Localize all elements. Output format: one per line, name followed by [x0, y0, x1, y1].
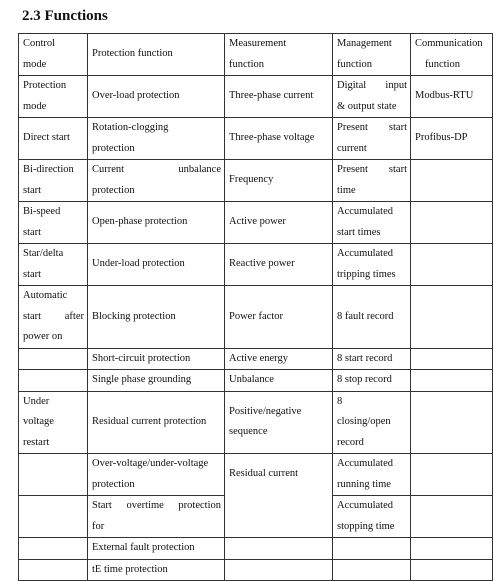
table-row [19, 348, 493, 370]
measurement-cell: Three-phase current [225, 76, 333, 118]
protection-cell: Under-load protection [88, 244, 225, 286]
management-cell: Present start current [333, 118, 411, 160]
control-mode-cell [19, 348, 88, 370]
communication-cell [411, 286, 493, 349]
measurement-cell: Positive/negative sequence [225, 391, 333, 454]
management-cell: 8 fault record [333, 286, 411, 349]
management-cell: Digital input & output state [333, 76, 411, 118]
table-row [19, 160, 493, 202]
management-cell: Present start time [333, 160, 411, 202]
section-title: 2.3 Functions [22, 8, 108, 24]
functions-table [18, 33, 493, 581]
table-row [19, 244, 493, 286]
management-cell: Accumulated start times [333, 202, 411, 244]
management-cell [333, 559, 411, 581]
header-control-mode: Control mode [19, 34, 88, 76]
management-cell: 8 start record [333, 348, 411, 370]
control-mode-cell: Under voltage restart [19, 391, 88, 454]
control-mode-cell [19, 538, 88, 560]
communication-cell [411, 496, 493, 538]
measurement-cell: Power factor [225, 286, 333, 349]
communication-cell [411, 391, 493, 454]
control-mode-cell: Automatic start after power on [19, 286, 88, 349]
table-row [19, 118, 493, 160]
table-row [19, 391, 493, 454]
measurement-cell: Residual current [225, 454, 333, 538]
control-mode-cell: Bi-speed start [19, 202, 88, 244]
protection-cell: Open-phase protection [88, 202, 225, 244]
protection-cell: Single phase grounding [88, 370, 225, 392]
management-cell: 8 stop record [333, 370, 411, 392]
communication-cell [411, 160, 493, 202]
table-row [19, 538, 493, 560]
communication-cell [411, 348, 493, 370]
measurement-cell: Active energy [225, 348, 333, 370]
management-cell: Accumulated tripping times [333, 244, 411, 286]
control-mode-cell [19, 559, 88, 581]
communication-cell [411, 454, 493, 496]
table-row [19, 370, 493, 392]
management-cell [333, 538, 411, 560]
table-row [19, 202, 493, 244]
protection-cell: Current unbalance protection [88, 160, 225, 202]
control-mode-cell: Protection mode [19, 76, 88, 118]
header-communication-function: Communication function [411, 34, 493, 76]
management-cell: Accumulated stopping time [333, 496, 411, 538]
management-cell: 8 closing/open record [333, 391, 411, 454]
table-row [19, 286, 493, 349]
header-management-function: Management function [333, 34, 411, 76]
protection-cell: Start overtime protection for [88, 496, 225, 538]
measurement-cell: Active power [225, 202, 333, 244]
control-mode-cell: Direct start [19, 118, 88, 160]
measurement-cell: Reactive power [225, 244, 333, 286]
communication-cell [411, 244, 493, 286]
header-protection-function: Protection function [88, 34, 225, 76]
communication-cell [411, 370, 493, 392]
measurement-cell: Three-phase voltage [225, 118, 333, 160]
control-mode-cell: Star/delta start [19, 244, 88, 286]
measurement-cell: Frequency [225, 160, 333, 202]
table-row [19, 559, 493, 581]
table-row [19, 76, 493, 118]
control-mode-cell [19, 496, 88, 538]
measurement-cell [225, 538, 333, 560]
communication-cell: Modbus-RTU [411, 76, 493, 118]
measurement-cell: Unbalance [225, 370, 333, 392]
communication-cell [411, 202, 493, 244]
communication-cell [411, 538, 493, 560]
protection-cell: Blocking protection [88, 286, 225, 349]
protection-cell: Rotation-clogging protection [88, 118, 225, 160]
protection-cell: Over-voltage/under-voltage protection [88, 454, 225, 496]
measurement-cell [225, 559, 333, 581]
table-row [19, 454, 493, 496]
control-mode-cell [19, 454, 88, 496]
control-mode-cell: Bi-direction start [19, 160, 88, 202]
management-cell: Accumulated running time [333, 454, 411, 496]
header-measurement-function: Measurement function [225, 34, 333, 76]
protection-cell: Short-circuit protection [88, 348, 225, 370]
table-header-row [19, 34, 493, 76]
protection-cell: External fault protection [88, 538, 225, 560]
protection-cell: Residual current protection [88, 391, 225, 454]
control-mode-cell [19, 370, 88, 392]
communication-cell: Profibus-DP [411, 118, 493, 160]
communication-cell [411, 559, 493, 581]
protection-cell: tE time protection [88, 559, 225, 581]
protection-cell: Over-load protection [88, 76, 225, 118]
